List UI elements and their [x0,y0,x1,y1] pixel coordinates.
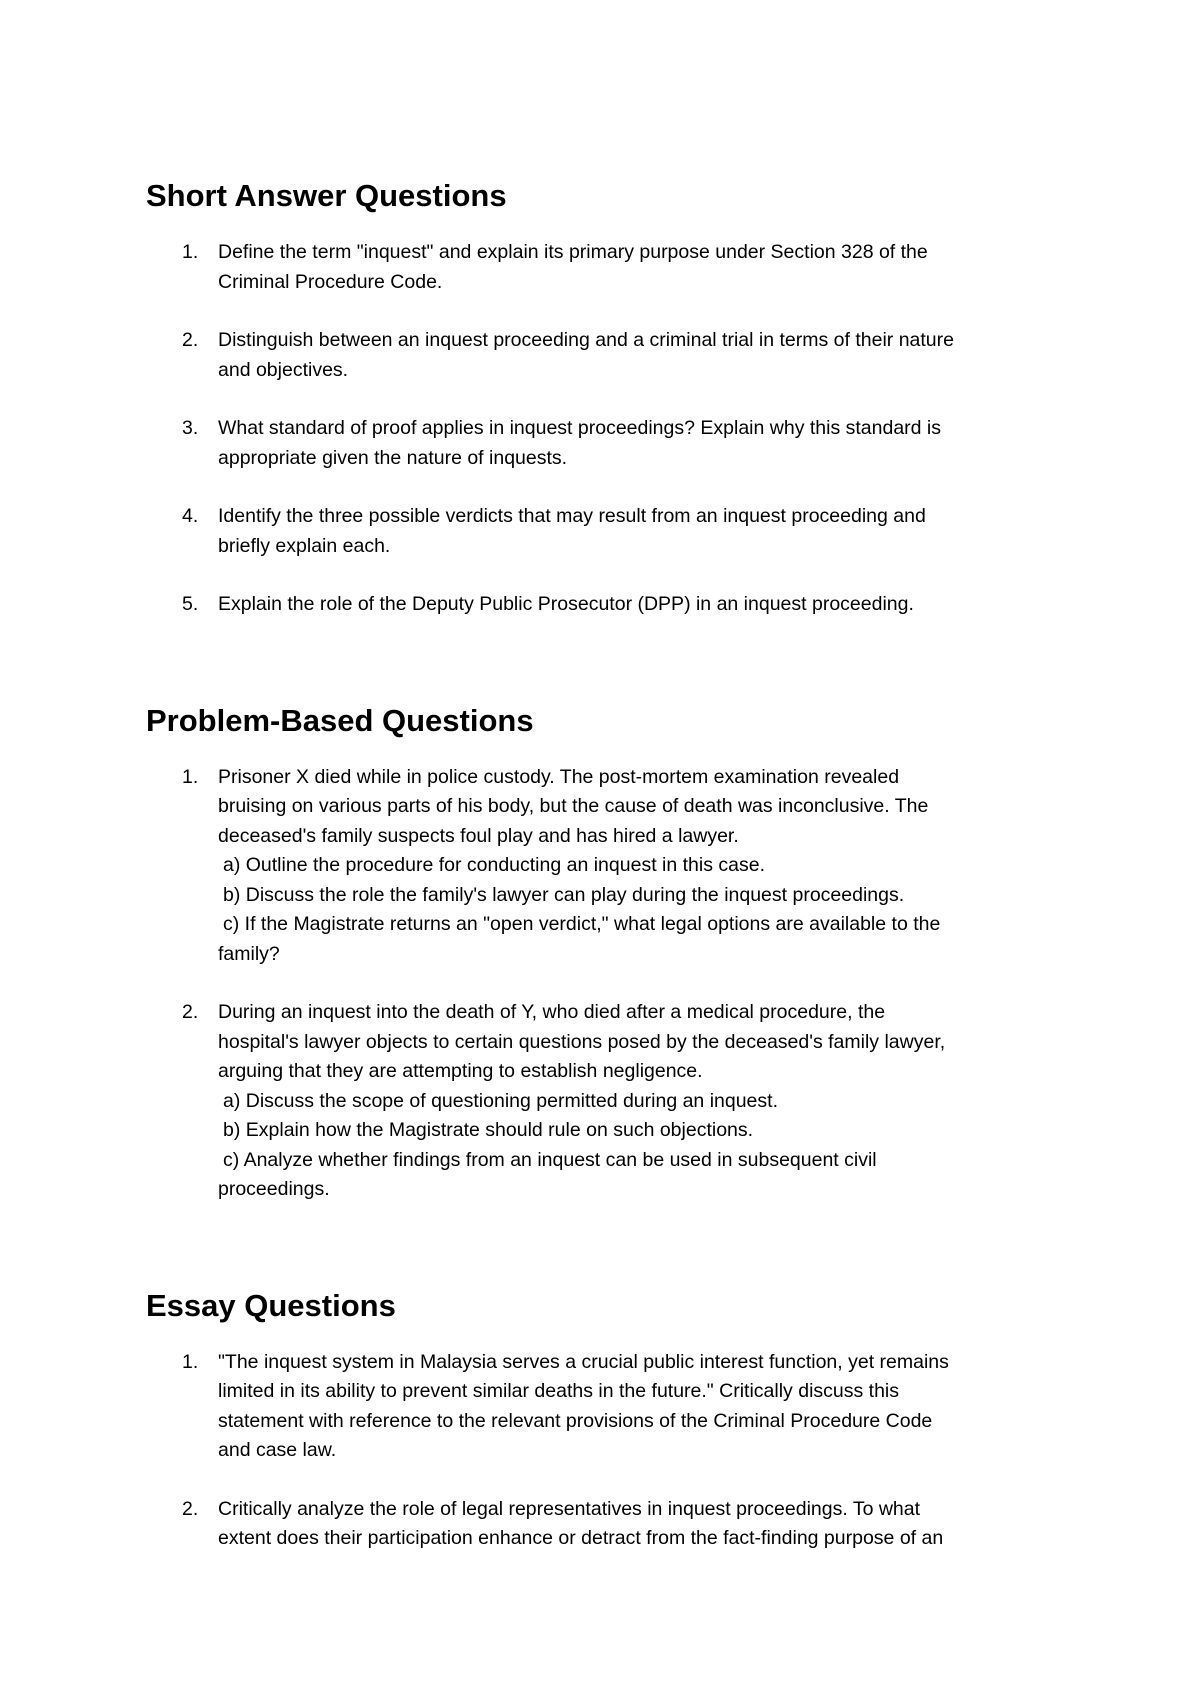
question-line: During an inquest into the death of Y, who died after a medical procedure, the [218,1001,886,1023]
question-line: extent does their participation enhance or detract from the fact-finding purpose of an [218,1527,944,1549]
question-line: proceedings. [218,1178,330,1200]
question-number: 1. [182,241,199,263]
question-line: Distinguish between an inquest proceeding and a criminal trial in terms of their nature [218,329,954,351]
question-list [146,1348,1076,1554]
question-list [146,763,1076,1205]
question-number: 1. [182,1350,199,1373]
question-number: 5. [182,593,199,615]
section-essay [146,1286,1076,1554]
question-line: hospital's lawyer objects to certain questions posed by the deceased's family lawyer, [218,1030,946,1053]
question-line: "The inquest system in Malaysia serves a crucial public interest function, yet remains [218,1350,949,1373]
question-line: Define the term "inquest" and explain its primary purpose under Section 328 of the [218,241,928,263]
sub-question: c) If the Magistrate returns an "open verdict," what legal options are available to the [223,913,941,935]
section-gap [146,649,1200,701]
section-short-answer [146,176,1076,620]
question-line: briefly explain each. [218,534,391,557]
question-number: 2. [182,1497,199,1520]
question-number: 2. [182,329,199,351]
question-list [146,238,1076,620]
question-item [146,502,1076,561]
question-line: Identify the three possible verdicts that may result from an inquest proceeding and [218,505,926,527]
section-title: Short Answer Questions [146,178,507,213]
question-line: Criminal Procedure Code. [218,270,443,293]
sub-question: c) Analyze whether findings from an inquest can be used in subsequent civil [223,1148,877,1171]
question-line: statement with reference to the relevant provisions of the Criminal Procedure Code [218,1409,933,1432]
question-item [146,238,1076,297]
question-item [146,763,1076,970]
sub-question: b) Discuss the role the family's lawyer can play during the inquest proceedings. [223,883,905,906]
question-item [146,590,1076,620]
question-item [146,414,1076,473]
question-line: bruising on various parts of his body, but the cause of death was inconclusive. The [218,795,929,817]
question-line: and objectives. [218,358,349,381]
question-line: Critically analyze the role of legal representatives in inquest proceedings. To what [218,1497,921,1520]
question-item [146,1348,1076,1466]
section-problem-based [146,701,1076,1205]
section-title: Essay Questions [146,1287,396,1323]
sub-question: b) Explain how the Magistrate should rule on such objections. [223,1119,754,1141]
question-item [146,998,1076,1205]
question-line: appropriate given the nature of inquests. [218,446,568,469]
sub-question: a) Discuss the scope of questioning permitted during an inquest. [223,1089,778,1112]
question-number: 1. [182,765,199,788]
section-gap [146,1234,1200,1286]
question-line: and case law. [218,1439,337,1461]
question-item [146,1495,1076,1554]
question-line: What standard of proof applies in inquest proceedings? Explain why this standard is [218,417,942,439]
question-line: Explain the role of the Deputy Public Prosecutor (DPP) in an inquest proceeding. [218,593,914,615]
question-item [146,326,1076,385]
question-line: deceased's family suspects foul play and has hired a lawyer. [218,824,739,847]
question-line: limited in its ability to prevent similar deaths in the future." Critically discuss this [218,1380,900,1402]
question-line: Prisoner X died while in police custody. The post-mortem examination revealed [218,765,900,788]
question-line: family? [218,942,280,965]
question-line: arguing that they are attempting to establish negligence. [218,1060,703,1082]
section-title: Problem-Based Questions [146,702,534,738]
question-number: 2. [182,1001,199,1023]
question-number: 3. [182,417,199,439]
sub-question: a) Outline the procedure for conducting an inquest in this case. [223,854,765,876]
question-number: 4. [182,505,199,527]
